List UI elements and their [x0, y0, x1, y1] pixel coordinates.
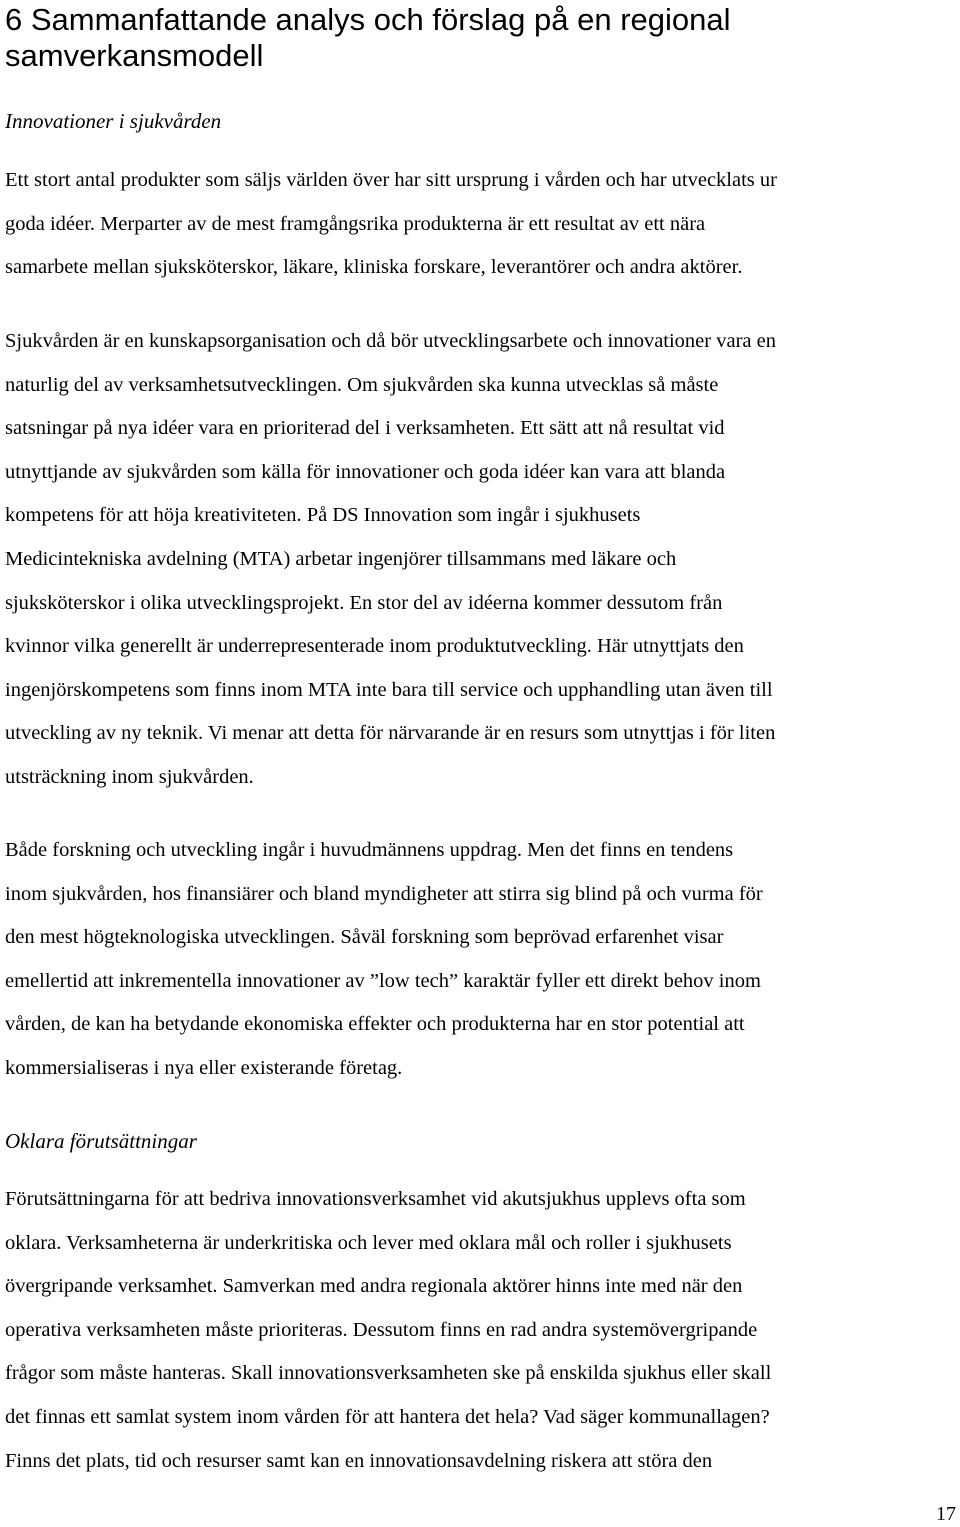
text-line: kommersialiseras i nya eller existerande företag.	[5, 1056, 403, 1079]
text-line: Förutsättningarna för att bedriva innovationsverksamhet vid akutsjukhus upplevs ofta som	[5, 1188, 746, 1210]
section-heading-oklara: Oklara förutsättningar	[5, 1129, 197, 1153]
paragraph	[5, 829, 960, 1091]
text-line: utnyttjande av sjukvården som källa för innovationer och goda idéer kan vara att blanda	[5, 460, 726, 483]
chapter-title-line: samverkansmodell	[5, 38, 264, 73]
text-line: operativa verksamheten måste prioriteras. Dessutom finns en rad andra systemövergripande	[5, 1318, 758, 1341]
page-number: 17	[936, 1503, 956, 1525]
text-line: frågor som måste hanteras. Skall innovationsverksamheten ske på enskilda sjukhus eller skall	[5, 1362, 772, 1385]
chapter-title	[5, 2, 955, 74]
paragraph	[5, 320, 960, 800]
text-line: utsträckning inom sjukvården.	[5, 765, 254, 788]
text-line: Sjukvården är en kunskapsorganisation och då bör utvecklingsarbete och innovationer vara en	[5, 330, 776, 352]
text-line: oklara. Verksamheterna är underkritiska och lever med oklara mål och roller i sjukhusets	[5, 1231, 732, 1254]
text-line: naturlig del av verksamhetsutvecklingen. Om sjukvården ska kunna utvecklas så måste	[5, 373, 719, 396]
text-line: samarbete mellan sjuksköterskor, läkare, kliniska forskare, leverantörer och andra aktörer.	[5, 256, 743, 279]
paragraph	[5, 159, 960, 290]
text-line: Finns det plats, tid och resurser samt kan en innovationsavdelning riskera att störa den	[5, 1449, 713, 1472]
text-line: Medicintekniska avdelning (MTA) arbetar ingenjörer tillsammans med läkare och	[5, 547, 677, 570]
text-line: kompetens för att höja kreativiteten. På DS Innovation som ingår i sjukhusets	[5, 504, 641, 527]
text-line: ingenjörskompetens som finns inom MTA inte bara till service och upphandling utan även till	[5, 678, 773, 701]
chapter-title-line: 6 Sammanfattande analys och förslag på en regional	[5, 2, 731, 37]
text-line: sjuksköterskor i olika utvecklingsprojekt. En stor del av idéerna kommer dessutom från	[5, 591, 723, 614]
text-line: goda idéer. Merparter av de mest framgångsrika produkterna är ett resultat av ett nära	[5, 212, 706, 235]
text-line: inom sjukvården, hos finansiärer och bland myndigheter att stirra sig blind på och vurma för	[5, 882, 763, 905]
text-line: utveckling av ny teknik. Vi menar att detta för närvarande är en resurs som utnyttjas i för liten	[5, 722, 776, 745]
paragraph	[5, 1178, 960, 1483]
text-line: Både forskning och utveckling ingår i huvudmännens uppdrag. Men det finns en tendens	[5, 839, 734, 861]
text-line: emellertid att inkrementella innovationer av ”low tech” karaktär fyller ett direkt behov inom	[5, 969, 761, 992]
text-line: vården, de kan ha betydande ekonomiska effekter och produkterna har en stor potential att	[5, 1013, 745, 1036]
text-line: kvinnor vilka generellt är underrepresenterade inom produktutveckling. Här utnyttjats den	[5, 635, 744, 658]
text-line: Ett stort antal produkter som säljs världen över har sitt ursprung i vården och har utvecklats ur	[5, 169, 777, 191]
text-line: övergripande verksamhet. Samverkan med andra regionala aktörer hinns inte med när den	[5, 1275, 743, 1298]
text-line: den mest högteknologiska utvecklingen. Såväl forskning som beprövad erfarenhet visar	[5, 926, 724, 949]
text-line: det finnas ett samlat system inom vården för att hantera det hela? Vad säger kommunallagen?	[5, 1405, 770, 1428]
section-heading-innovationer: Innovationer i sjukvården	[5, 109, 222, 133]
text-line: satsningar på nya idéer vara en prioriterad del i verksamheten. Ett sätt att nå resultat vid	[5, 417, 725, 440]
